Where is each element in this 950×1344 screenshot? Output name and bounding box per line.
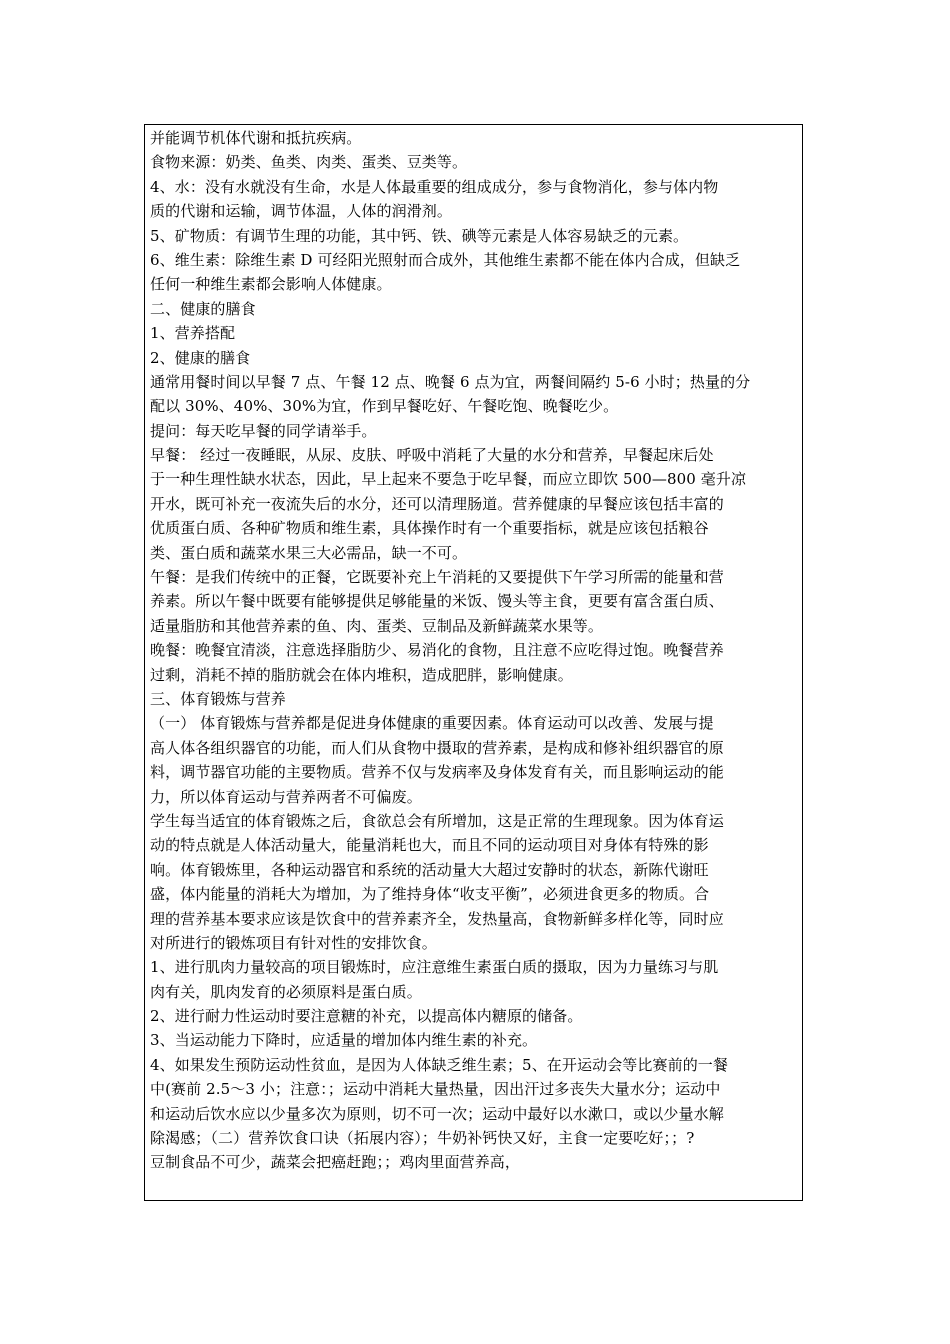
text-line: （一） 体育锻炼与营养都是促进身体健康的重要因素。体育运动可以改善、发展与提 [150, 714, 714, 733]
text-line: 4、如果发生预防运动性贫血，是因为人体缺乏维生素；5、在开运动会等比赛前的一餐 [150, 1055, 728, 1074]
text-line: 4、水：没有水就没有生命，水是人体最重要的组成成分，参与食物消化，参与体内物 [150, 177, 719, 196]
text-line: 开水，既可补充一夜流失后的水分，还可以清理肠道。营养健康的早餐应该包括丰富的 [150, 494, 724, 513]
text-line: 肉有关，肌肉发育的必须原料是蛋白质。 [150, 982, 422, 1001]
text-line: 优质蛋白质、各种矿物质和维生素，具体操作时有一个重要指标，就是应该包括粮谷 [150, 519, 709, 538]
text-line: 通常用餐时间以早餐 7 点、午餐 12 点、晚餐 6 点为宜，两餐间隔约 5-6 小时；热量的分 [150, 372, 751, 391]
text-line: 和运动后饮水应以少量多次为原则，切不可一次；运动中最好以水漱口，或以少量水解 [150, 1104, 724, 1123]
text-line: 晚餐：晚餐宜清淡，注意选择脂肪少、易消化的食物，且注意不应吃得过饱。晚餐营养 [150, 641, 724, 660]
text-line: 午餐：是我们传统中的正餐，它既要补充上午消耗的又要提供下午学习所需的能量和营 [150, 568, 724, 587]
document-body [150, 126, 800, 1175]
text-line: 二、健康的膳食 [150, 299, 256, 318]
text-line: 高人体各组织器官的功能，而人们从食物中摄取的营养素，是构成和修补组织器官的原 [150, 738, 724, 757]
text-line: 6、维生素：除维生素 D 可经阳光照射而合成外，其他维生素都不能在体内合成，但缺乏 [150, 250, 741, 269]
text-line: 类、蛋白质和蔬菜水果三大必需品，缺一不可。 [150, 543, 468, 562]
text-line: 早餐： 经过一夜睡眠，从尿、皮肤、呼吸中消耗了大量的水分和营养，早餐起床后处 [150, 446, 714, 465]
text-line: 1、营养搭配 [150, 324, 236, 343]
text-line: 料，调节器官功能的主要物质。营养不仅与发病率及身体发育有关，而且影响运动的能 [150, 763, 724, 782]
text-line: 3、当运动能力下降时，应适量的增加体内维生素的补充。 [150, 1031, 538, 1050]
text-line: 食物来源：奶类、鱼类、肉类、蛋类、豆类等。 [150, 153, 468, 172]
text-line: 5、矿物质：有调节生理的功能，其中钙、铁、碘等元素是人体容易缺乏的元素。 [150, 226, 689, 245]
text-line: 过剩，消耗不掉的脂肪就会在体内堆积，造成肥胖，影响健康。 [150, 665, 573, 684]
text-line: 动的特点就是人体活动量大，能量消耗也大，而且不同的运动项目对身体有特殊的影 [150, 836, 709, 855]
text-line: 养素。所以午餐中既要有能够提供足够能量的米饭、馒头等主食，更要有富含蛋白质、 [150, 592, 724, 611]
text-line: 对所进行的锻炼项目有针对性的安排饮食。 [150, 933, 437, 952]
text-line: 1、进行肌肉力量较高的项目锻炼时，应注意维生素蛋白质的摄取，因为力量练习与肌 [150, 958, 719, 977]
text-line: 于一种生理性缺水状态，因此，早上起来不要急于吃早餐，而应立即饮 500—800 毫升凉 [150, 470, 747, 489]
text-line: 力，所以体育运动与营养两者不可偏废。 [150, 787, 422, 806]
text-line: 理的营养基本要求应该是饮食中的营养素齐全，发热量高，食物新鲜多样化等，同时应 [150, 909, 724, 928]
text-line: 除渴感；（二）营养饮食口诀（拓展内容）；牛奶补钙快又好，主食一定要吃好；；? [150, 1129, 695, 1148]
text-line: 中(赛前 2.5～3 小；注意：；运动中消耗大量热量，因出汗过多丧失大量水分；运动中 [150, 1080, 721, 1099]
text-line: 配以 30%、40%、30%为宜，作到早餐吃好、午餐吃饱、晚餐吃少。 [150, 397, 619, 416]
text-line: 质的代谢和运输，调节体温，人体的润滑剂。 [150, 202, 453, 221]
text-line: 2、健康的膳食 [150, 348, 251, 367]
text-line: 响。体育锻炼里，各种运动器官和系统的活动量大大超过安静时的状态，新陈代谢旺 [150, 860, 709, 879]
text-line: 豆制食品不可少，蔬菜会把癌赶跑；；鸡肉里面营养高， [150, 1153, 521, 1172]
text-line: 任何一种维生素都会影响人体健康。 [150, 275, 392, 294]
text-line: 适量脂肪和其他营养素的鱼、肉、蛋类、豆制品及新鲜蔬菜水果等。 [150, 616, 604, 635]
text-line: 2、进行耐力性运动时要注意糖的补充，以提高体内糖原的储备。 [150, 1007, 583, 1026]
text-line: 学生每当适宜的体育锻炼之后，食欲总会有所增加，这是正常的生理现象。因为体育运 [150, 811, 724, 830]
text-line: 并能调节机体代谢和抵抗疾病。 [150, 129, 362, 147]
text-line: 盛，体内能量的消耗大为增加，为了维持身体“收支平衡”，必须进食更多的物质。合 [150, 885, 710, 904]
text-line: 三、体育锻炼与营养 [150, 689, 286, 708]
text-line: 提问：每天吃早餐的同学请举手。 [150, 421, 377, 440]
